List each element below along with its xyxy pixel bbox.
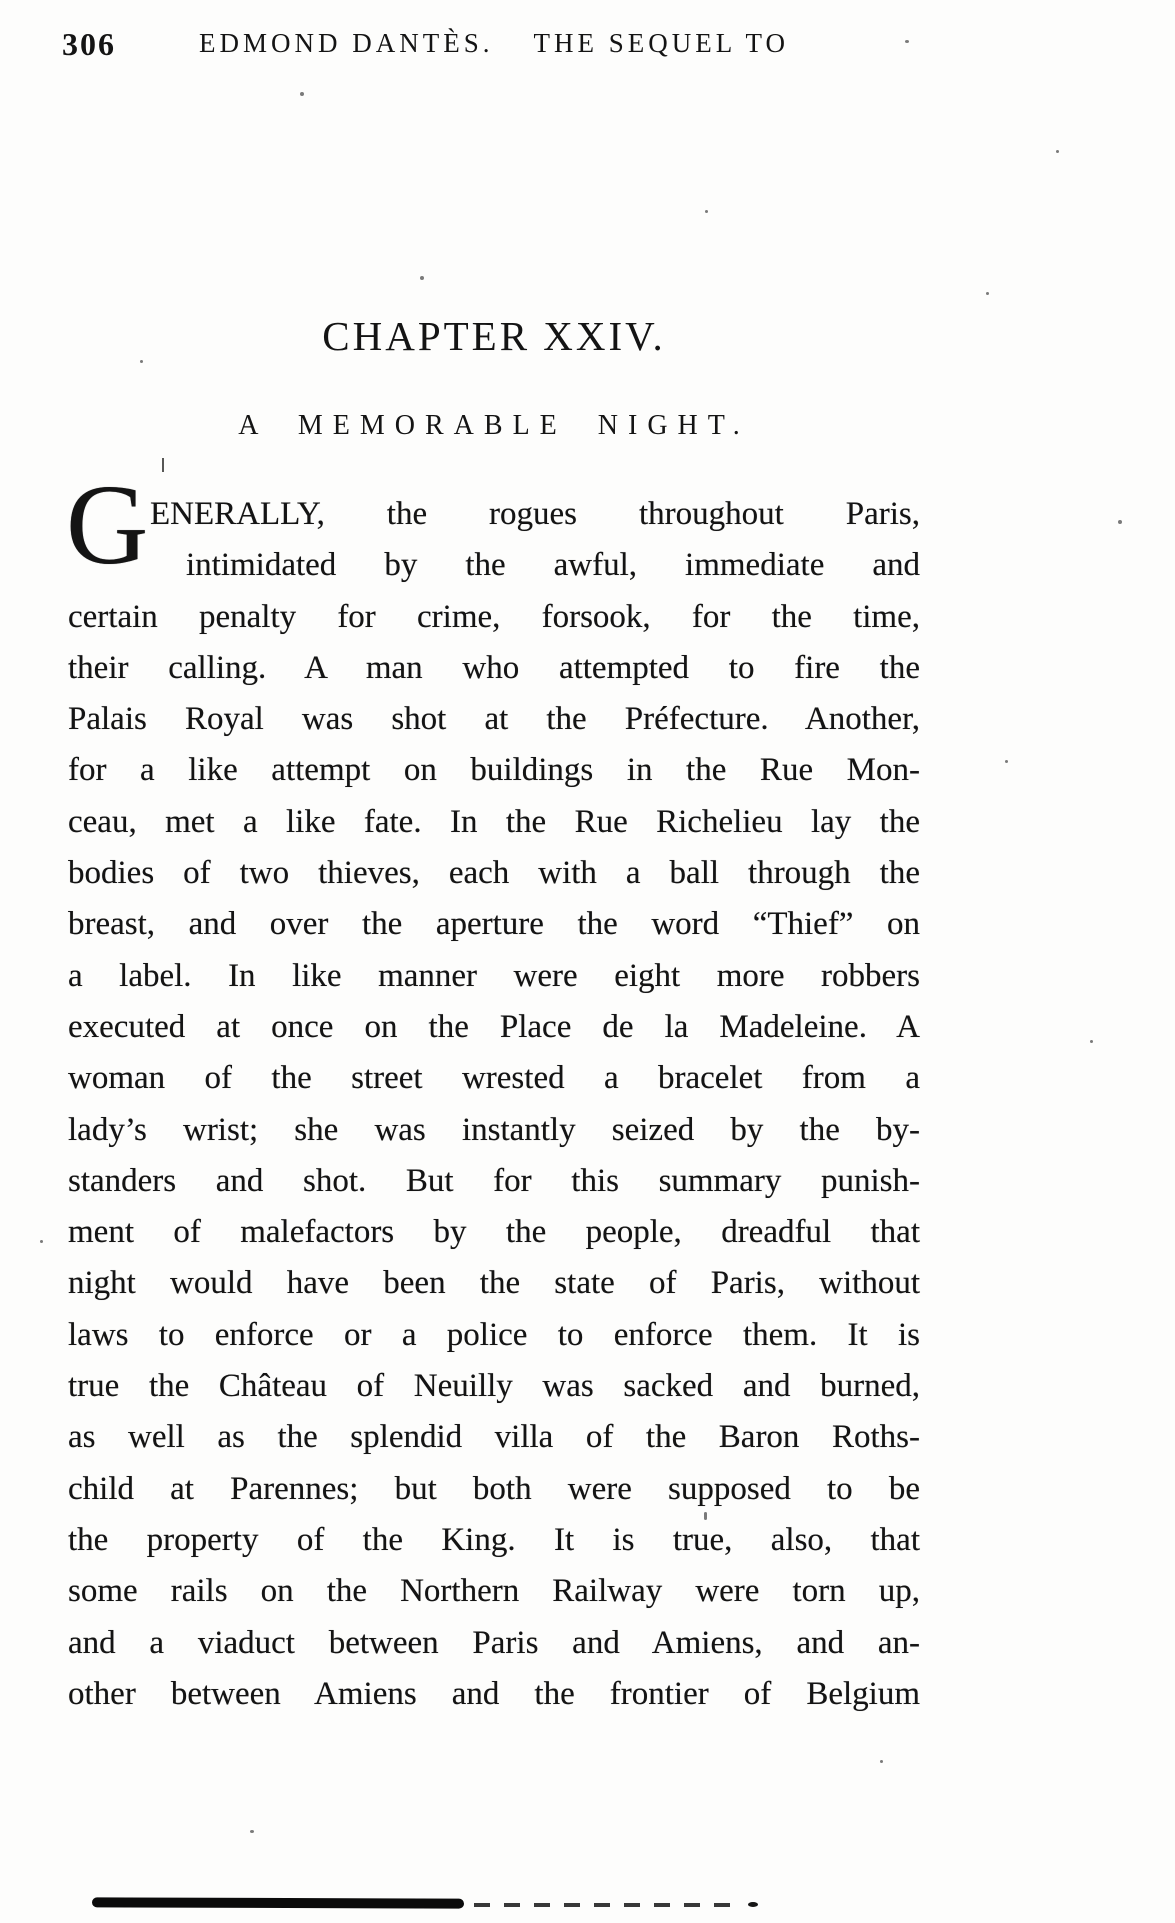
body-line: ENERALLY, the rogues throughout Paris, [150, 496, 920, 532]
body-line: ment of malefactors by the people, dreadful that [68, 1214, 920, 1251]
body-line: bodies of two thieves, each with a ball through the [68, 855, 920, 892]
scan-smudge-bottom [92, 1897, 464, 1908]
body-line: executed at once on the Place de la Madeleine. A [68, 1008, 920, 1045]
body-line: breast, and over the aperture the word “Thief” on [68, 906, 920, 943]
scan-speck [704, 1512, 707, 1520]
running-head-titles [68, 28, 920, 59]
running-head-title: EDMOND DANTÈS. [199, 28, 494, 58]
scan-speck [986, 292, 989, 295]
scan-speck [250, 1830, 254, 1833]
scan-speck [1118, 520, 1122, 524]
scan-speck [1056, 150, 1059, 153]
body-line: as well as the splendid villa of the Baron Roths- [68, 1419, 920, 1456]
drop-cap-letter: G [66, 461, 149, 588]
body-line: some rails on the Northern Railway were torn up, [68, 1573, 920, 1610]
scan-smudge-dashes [474, 1903, 734, 1907]
scan-speck [300, 92, 304, 96]
scan-speck [1005, 760, 1008, 763]
page-number: 306 [62, 26, 116, 62]
body-line: other between Amiens and the frontier of Belgium [68, 1675, 920, 1712]
chapter-subtitle: A MEMORABLE NIGHT. [238, 410, 750, 441]
body-line: lady’s wrist; she was instantly seized by the by- [68, 1111, 920, 1148]
scan-speck [905, 40, 909, 43]
scan-speck [420, 276, 424, 280]
scan-speck [40, 1240, 43, 1243]
body-line: laws to enforce or a police to enforce them. It is [68, 1316, 920, 1353]
running-head-subtitle: THE SEQUEL TO [533, 28, 789, 58]
body-line: true the Château of Neuilly was sacked and burned, [68, 1368, 920, 1405]
scan-speck [140, 360, 143, 363]
body-line: child at Parennes; but both were supposed to be [68, 1470, 920, 1507]
chapter-heading: CHAPTER XXIV. [322, 313, 666, 359]
body-line: the property of the King. It is true, also, that [68, 1521, 920, 1558]
body-line: Palais Royal was shot at the Préfecture. Another, [68, 701, 920, 738]
scan-speck [880, 1760, 883, 1763]
scan-tick-mark [162, 458, 164, 472]
scan-speck [705, 210, 708, 213]
body-line: standers and shot. But for this summary punish- [68, 1162, 920, 1199]
body-line: certain penalty for crime, forsook, for the time, [68, 598, 920, 635]
body-line: and a viaduct between Paris and Amiens, and an- [68, 1624, 920, 1661]
body-line: night would have been the state of Paris, without [68, 1265, 920, 1302]
body-text [68, 489, 920, 1720]
body-line: for a like attempt on buildings in the Rue Mon- [68, 752, 920, 789]
body-line: intimidated by the awful, immediate and [186, 547, 920, 584]
body-line: their calling. A man who attempted to fire the [68, 649, 920, 686]
body-line: ceau, met a like fate. In the Rue Richelieu lay the [68, 803, 920, 840]
body-line: a label. In like manner were eight more robbers [68, 957, 920, 994]
scan-smudge-dot [748, 1902, 758, 1907]
body-line: woman of the street wrested a bracelet from a [68, 1060, 920, 1097]
running-head [62, 24, 920, 68]
scan-speck [1090, 1040, 1093, 1043]
